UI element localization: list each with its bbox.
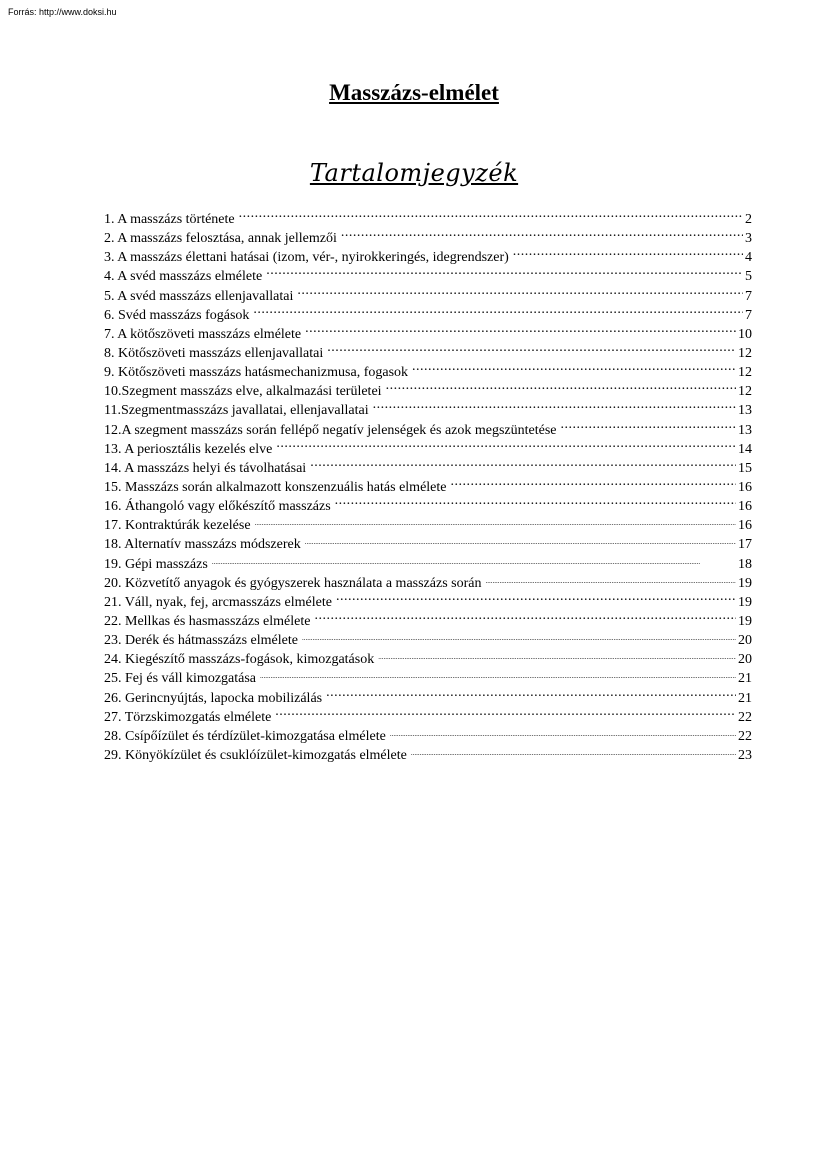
- toc-heading: Tartalomjegyzék: [309, 159, 519, 187]
- toc-entry-label: 27. Törzskimozgatás elmélete: [104, 709, 272, 725]
- toc-entry-page: 20: [738, 633, 752, 649]
- toc-dot-leader: [378, 644, 736, 663]
- toc-entry-label: 5. A svéd masszázs ellenjavallatai: [104, 288, 294, 304]
- toc-dot-leader: [314, 606, 736, 625]
- toc-entry-page: 5: [745, 269, 752, 285]
- toc-entry-label: 2. A masszázs felosztása, annak jellemzői: [104, 231, 337, 247]
- toc-entry-page: 19: [738, 575, 752, 591]
- toc-dot-leader: [275, 702, 736, 721]
- toc-entry-label: 9. Kötőszöveti masszázs hatásmechanizmusa, fogasok: [104, 365, 409, 381]
- toc-entry-label: 8. Kötőszöveti masszázs ellenjavallatai: [104, 345, 324, 361]
- toc-entry-label: 11.Szegmentmasszázs javallatai, ellenjavallatai: [104, 403, 369, 419]
- toc-dot-leader: [253, 300, 743, 319]
- toc-entry-label: 18. Alternatív masszázs módszerek: [104, 537, 301, 553]
- toc-entry-label: 10.Szegment masszázs elve, alkalmazási területei: [104, 384, 382, 400]
- toc-dot-leader: [561, 415, 736, 434]
- toc-entry-page: 12: [738, 384, 752, 400]
- document-title: Masszázs-elmélet: [329, 80, 499, 105]
- toc-dot-leader: [302, 625, 736, 644]
- toc-entry-page: 16: [738, 499, 752, 515]
- toc-dot-leader: [305, 319, 736, 338]
- toc-dot-leader: [326, 683, 736, 702]
- toc-dot-leader: [260, 663, 736, 682]
- toc-entry-label: 24. Kiegészítő masszázs-fogások, kimozgatások: [104, 652, 375, 668]
- toc-entry-label: 23. Derék és hátmasszázs elmélete: [104, 633, 298, 649]
- toc-entry-page: 13: [738, 422, 752, 438]
- toc-dot-leader: [212, 549, 736, 568]
- toc-entry-label: 14. A masszázs helyi és távolhatásai: [104, 460, 307, 476]
- toc-entry-label: 7. A kötőszöveti masszázs elmélete: [104, 326, 302, 342]
- toc-dot-leader: [386, 376, 736, 395]
- toc-entry-label: 29. Könyökízület és csuklóízület-kimozgatás elmélete: [104, 747, 407, 763]
- toc-entry-page: 3: [745, 231, 752, 247]
- toc-dot-leader: [255, 510, 736, 529]
- toc-entry-label: 17. Kontraktúrák kezelése: [104, 518, 251, 534]
- toc-dot-leader: [305, 529, 736, 548]
- toc-entry-label: 15. Masszázs során alkalmazott konszenzuális hatás elmélete: [104, 479, 447, 495]
- toc-entry-page: 7: [745, 307, 752, 323]
- toc-dot-leader: [266, 261, 743, 280]
- toc-dot-leader: [485, 568, 736, 587]
- toc-entry-label: 26. Gerincnyújtás, lapocka mobilizálás: [104, 690, 323, 706]
- toc-dot-leader: [239, 204, 743, 223]
- table-of-contents: [104, 204, 752, 763]
- toc-entry-label: 13. A periosztális kezelés elve: [104, 441, 273, 457]
- toc-entry-label: 6. Svéd masszázs fogások: [104, 307, 250, 323]
- toc-entry-page: 13: [738, 403, 752, 419]
- toc-entry-page: 7: [745, 288, 752, 304]
- toc-entry-page: 19: [738, 613, 752, 629]
- toc-entry-page: 18: [738, 556, 752, 572]
- toc-entry-label: 4. A svéd masszázs elmélete: [104, 269, 263, 285]
- toc-entry-label: 20. Közvetítő anyagok és gyógyszerek használata a masszázs során: [104, 575, 482, 591]
- toc-dot-leader: [327, 338, 736, 357]
- toc-entry-label: 22. Mellkas és hasmasszázs elmélete: [104, 613, 311, 629]
- toc-entry-page: 17: [738, 537, 752, 553]
- toc-entry-page: 16: [738, 479, 752, 495]
- toc-entry-page: 23: [738, 747, 752, 763]
- toc-entry-page: 2: [745, 212, 752, 227]
- toc-entry-label: 1. A masszázs története: [104, 212, 235, 227]
- toc-entry-page: 4: [745, 250, 752, 266]
- toc-entry-label: 16. Áthangoló vagy előkészítő masszázs: [104, 499, 331, 515]
- toc-entry: [104, 204, 752, 227]
- toc-entry-page: 10: [738, 326, 752, 342]
- toc-dot-leader: [310, 453, 736, 472]
- toc-dot-leader: [412, 357, 736, 376]
- toc-dot-leader: [373, 395, 736, 414]
- toc-entry-page: 19: [738, 594, 752, 610]
- source-url: Forrás: http://www.doksi.hu: [8, 7, 117, 17]
- toc-dot-leader: [341, 223, 743, 242]
- toc-entry-page: 22: [738, 728, 752, 744]
- toc-dot-leader: [335, 491, 736, 510]
- toc-entry-page: 20: [738, 652, 752, 668]
- toc-dot-leader: [513, 242, 743, 261]
- toc-entry-label: 25. Fej és váll kimozgatása: [104, 671, 257, 687]
- toc-entry-label: 21. Váll, nyak, fej, arcmasszázs elmélete: [104, 594, 332, 610]
- toc-entry-page: 12: [738, 365, 752, 381]
- toc-entry-page: 16: [738, 518, 752, 534]
- toc-entry-page: 21: [738, 671, 752, 687]
- toc-dot-leader: [297, 281, 743, 300]
- toc-dot-leader: [336, 587, 736, 606]
- toc-entry-label: 28. Csípőízület és térdízület-kimozgatása elmélete: [104, 728, 386, 744]
- toc-entry-label: 19. Gépi masszázs: [104, 556, 208, 572]
- toc-entry-page: 12: [738, 345, 752, 361]
- toc-entry-page: 14: [738, 441, 752, 457]
- toc-dot-leader: [411, 740, 736, 759]
- toc-dot-leader: [276, 434, 736, 453]
- toc-entry-label: 12.A szegment masszázs során fellépő negatív jelenségek és azok megszüntetése: [104, 422, 557, 438]
- toc-entry-page: 21: [738, 690, 752, 706]
- toc-dot-leader: [390, 721, 736, 740]
- toc-dot-leader: [451, 472, 737, 491]
- toc-entry-page: 15: [738, 460, 752, 476]
- toc-entry-page: 22: [738, 709, 752, 725]
- toc-entry-label: 3. A masszázs élettani hatásai (izom, vér-, nyirokkeringés, idegrendszer): [104, 250, 509, 266]
